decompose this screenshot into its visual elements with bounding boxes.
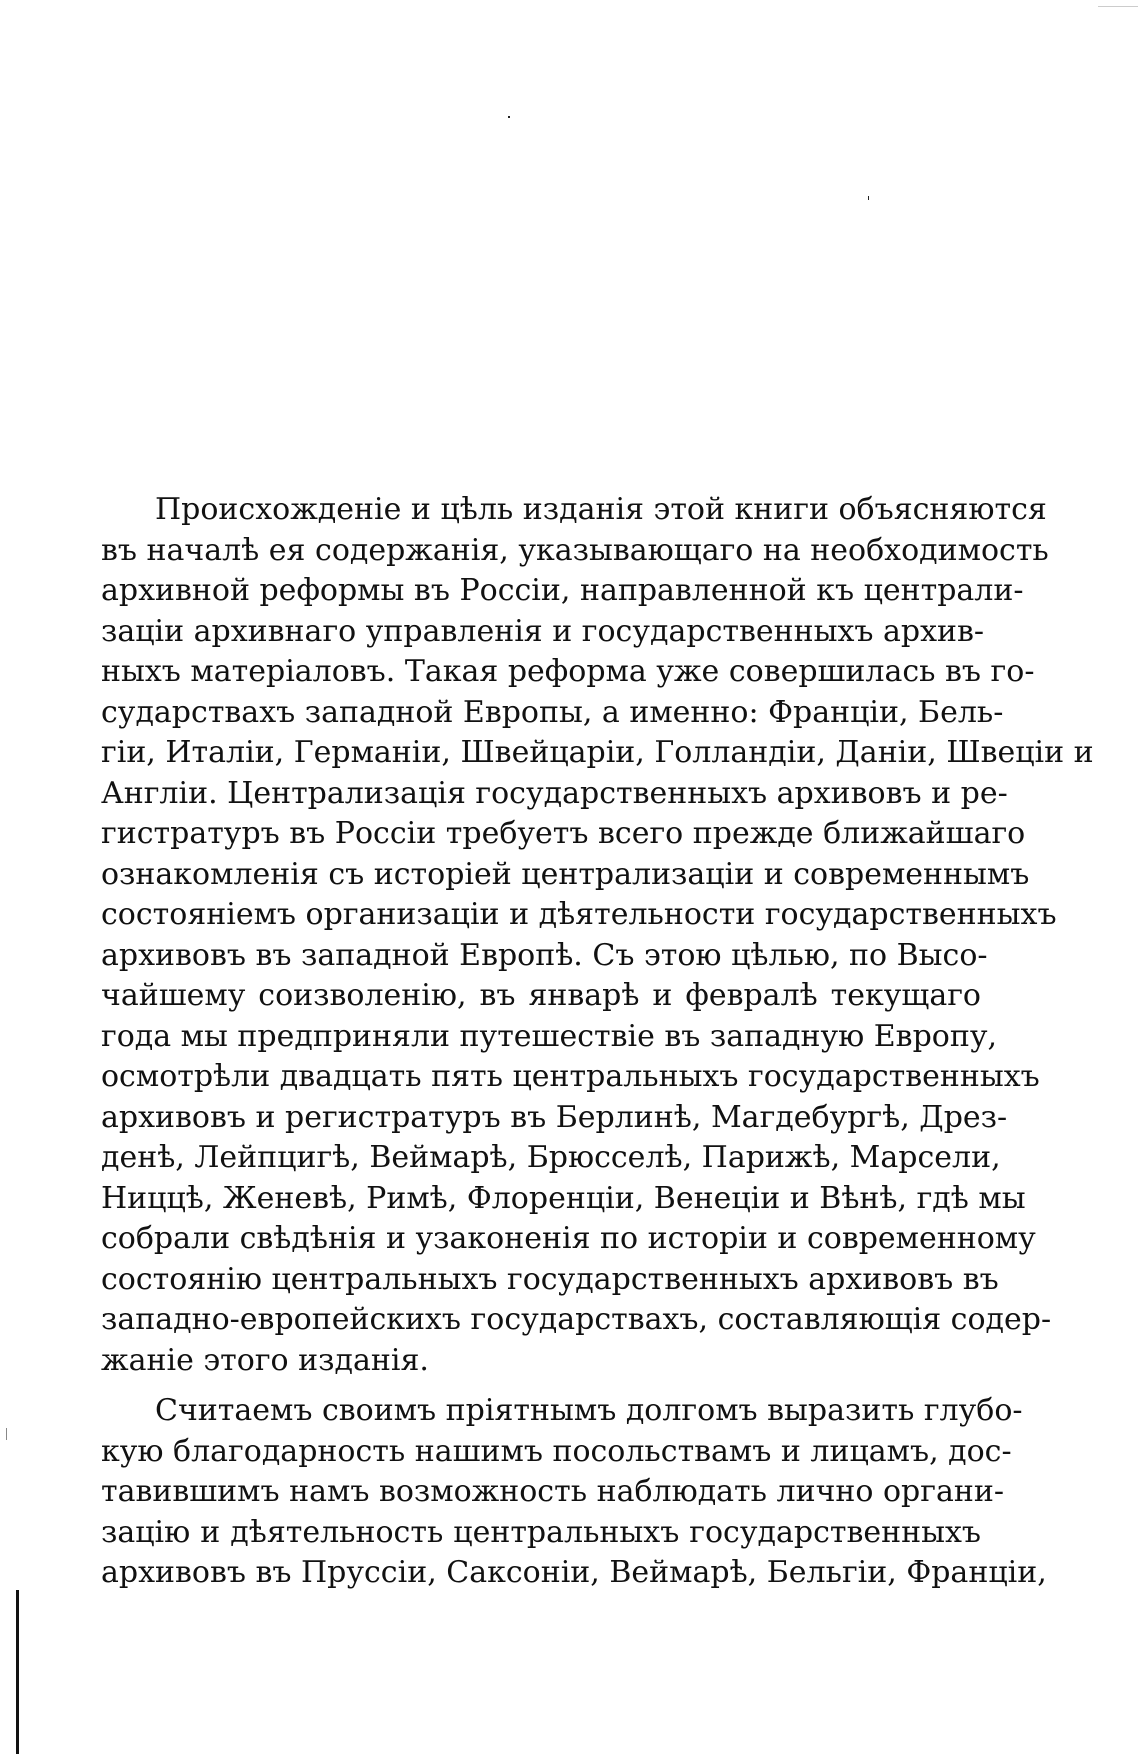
paragraph [101,1391,1047,1594]
scan-speck [508,116,510,118]
body-text [101,490,1094,1594]
text-line: чайшему соизволенію, въ январѣ и февралѣ текущаго [101,978,981,1013]
text-line: ознакомленія съ исторіей централизаціи и современнымъ [101,856,1030,892]
text-line: состоянію центральныхъ государственныхъ архивовъ въ [101,1261,999,1297]
text-line: Ниццѣ, Женевѣ, Римѣ, Флоренціи, Венеціи и Вѣнѣ, гдѣ мы [101,1180,1026,1216]
scan-edge-mark [1098,6,1138,7]
text-line: гистратуръ въ Россіи требуетъ всего прежде ближайшаго [101,816,1026,851]
text-line: гіи, Италіи, Германіи, Швейцаріи, Голландіи, Даніи, Швеціи и [101,735,1094,770]
scan-speck [868,196,869,200]
text-line: состояніемъ организаціи и дѣятельности государственныхъ [101,897,1057,932]
text-line: года мы предприняли путешествіе въ западную Европу, [101,1018,998,1054]
text-line: архивной реформы въ Россіи, направленной къ централи- [101,573,1024,608]
text-line: зацію и дѣятельность центральныхъ государственныхъ [101,1514,981,1550]
text-line: ныхъ матеріаловъ. Такая реформа уже совершилась въ го- [101,654,1035,689]
text-line: архивовъ въ западной Европѣ. Съ этою цѣлью, по Высо- [101,937,988,973]
text-line: заціи архивнаго управленія и государственныхъ архив- [101,613,985,649]
text-line: въ началѣ ея содержанія, указывающаго на необходимость [101,532,1049,568]
scan-edge-line [16,1590,19,1754]
text-line: собрали свѣдѣнія и узаконенія по исторіи и современному [101,1221,1036,1256]
text-line: денѣ, Лейпцигѣ, Веймарѣ, Брюсселѣ, Парижѣ, Марсели, [101,1140,1001,1175]
paragraph-gap [101,1381,981,1391]
paragraph [101,490,1094,1381]
text-line: Англіи. Централизація государственныхъ архивовъ и ре- [101,775,1008,811]
text-line: тавившимъ намъ возможность наблюдать лично органи- [101,1474,1004,1509]
scan-speck [6,1428,7,1440]
text-line: Происхожденіе и цѣль изданія этой книги объясняются [155,492,1047,527]
text-line: жаніе этого изданія. [101,1342,429,1378]
text-line: Считаемъ своимъ пріятнымъ долгомъ выразить глубо- [155,1393,1023,1428]
text-line: сударствахъ западной Европы, а именно: Франціи, Бель- [101,694,1004,730]
text-line: западно-европейскихъ государствахъ, составляющія содер- [101,1302,1052,1337]
text-line: архивовъ и регистратуръ въ Берлинѣ, Магдебургѣ, Дрез- [101,1099,1008,1135]
text-line: кую благодарность нашимъ посольствамъ и лицамъ, дос- [101,1433,1012,1469]
text-line: осмотрѣли двадцать пять центральныхъ государственныхъ [101,1059,1040,1094]
text-line: архивовъ въ Пруссіи, Саксоніи, Веймарѣ, Бельгіи, Франціи, [101,1555,1047,1590]
